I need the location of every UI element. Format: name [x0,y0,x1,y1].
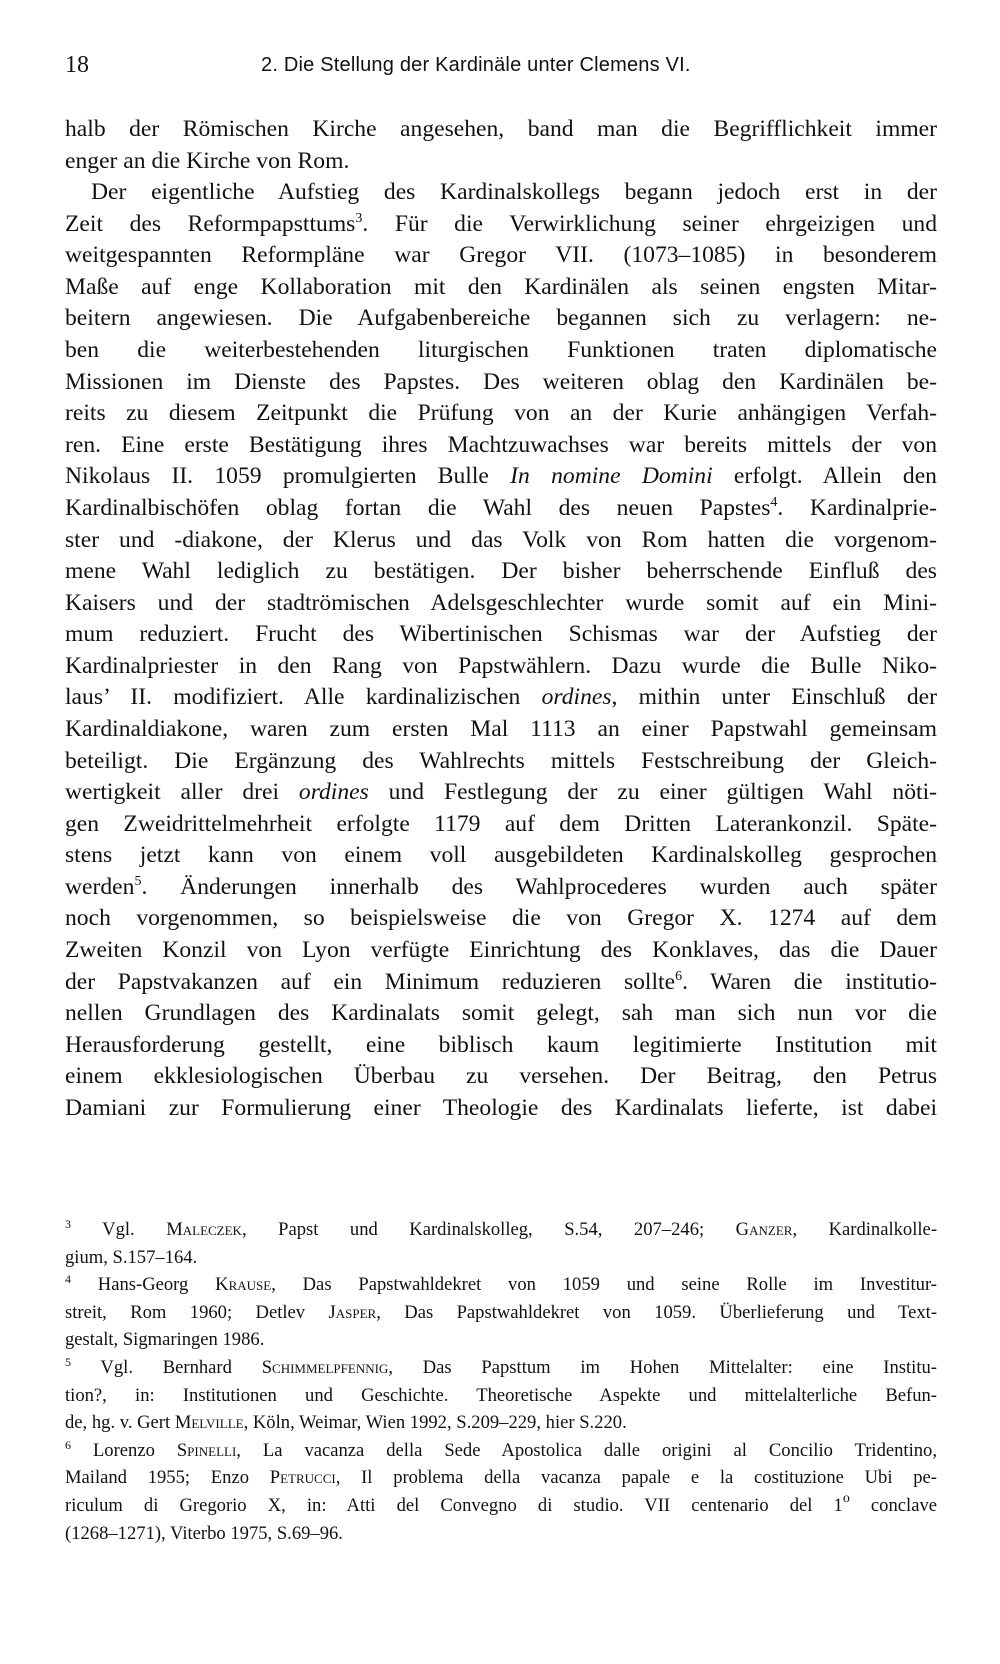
text-line: Missionen im Dienste des Papstes. Des weiteren oblag den Kardinälen be- [65,368,937,395]
text-segment: . Waren die institutio- [682,968,937,995]
footnote-line [65,1437,937,1465]
footnote-text: gestalt, Sigmaringen 1986. [65,1329,265,1351]
footnote-text: , Il problema della vacanza papale e la costituzione Ubi pe- [335,1467,937,1489]
text-line: stens jetzt kann von einem voll ausgebildeten Kardinalskolleg gesprochen [65,842,937,869]
footnote-text: , La vacanza della Sede Apostolica dalle origini al Concilio Tridentino, [236,1439,937,1461]
text-line: ben die weiterbestehenden liturgischen Funktionen traten diplomatische [65,337,937,364]
text-line: Der eigentliche Aufstieg des Kardinalskollegs begann jedoch erst in der [91,179,937,206]
footnote-line [65,1409,937,1437]
footnote-text: , Das Papstwahldekret von 1059 und seine Rolle im Investitur- [271,1274,937,1296]
footnote-text: riculum di Gregorio X, in: Atti del Convegno di studio. VII centenario del 1 [65,1494,843,1516]
author-name: Jasper [328,1301,377,1323]
footnote-line [65,1382,937,1410]
footnote-line [65,1244,937,1272]
text-line: nellen Grundlagen des Kardinalats somit gelegt, sah man sich nun vor die [65,1000,937,1027]
text-line: ster und -diakone, der Klerus und das Volk von Rom hatten die vorgenom- [65,526,937,553]
footnote-reference: 4 [770,494,778,510]
text-line [65,872,937,904]
footnote-text: Mailand 1955; Enzo [65,1467,270,1489]
text-line: Kardinalpriester in den Rang von Papstwählern. Dazu wurde die Bulle Niko- [65,652,937,679]
footnote-reference: 3 [355,210,363,226]
text-segment: und Festlegung der zu einer gültigen Wahl nöti- [368,779,937,806]
italic-term: ordines [541,684,612,711]
footnote-text: , Das Papstwahldekret von 1059. Überlieferung und Text- [376,1301,938,1323]
footnotes [65,1216,937,1547]
author-name: Ganzer [735,1219,793,1240]
footnote-text: conclave [849,1494,938,1516]
text-segment: Zeit des Reformpapsttums [65,210,356,237]
running-header [65,52,935,86]
footnote-line [65,1271,937,1299]
footnote-text: Lorenzo [71,1439,177,1461]
text-line: Zweiten Konzil von Lyon verfügte Einrichtung des Konklaves, das die Dauer [65,937,937,964]
text-segment: Kardinalbischöfen oblag fortan die Wahl des neuen Papstes [65,494,771,521]
author-name: Petrucci [269,1467,336,1489]
footnote-text: Hans-Georg [71,1274,216,1296]
footnote-text: Vgl. [71,1219,167,1240]
footnote-line [65,1216,937,1244]
footnote-reference: 6 [675,968,683,984]
footnote-line [65,1492,937,1520]
text-line: halb der Römischen Kirche angesehen, band man die Begrifflichkeit immer [65,116,937,142]
text-line: mene Wahl lediglich zu bestätigen. Der bisher beherrschende Einfluß des [65,558,937,585]
author-name: Maleczek [166,1219,242,1240]
text-line [65,682,937,714]
footnote-text: streit, Rom 1960; Detlev [65,1301,329,1323]
running-head-title: 2. Die Stellung der Kardinäle unter Clemens VI. [261,54,691,76]
text-line: reits zu diesem Zeitpunkt die Prüfung von an der Kurie anhängigen Verfah- [65,400,937,427]
footnote-text: , Papst und Kardinalskolleg, S.54, 207–246; [241,1219,736,1240]
text-segment: , mithin unter Einschluß der [611,684,937,711]
author-name: Krause [215,1274,272,1296]
text-line [65,493,937,525]
text-segment: . Änderungen innerhalb des Wahlprocederes wurden auch später [141,873,937,900]
text-segment: . Kardinalprie- [777,494,937,521]
footnote-line [65,1299,937,1327]
text-line: enger an die Kirche von Rom. [65,147,350,174]
footnote-number: 4 [65,1272,71,1287]
author-name: Schimmelpfennig [261,1356,389,1378]
footnote-number: 3 [65,1217,71,1231]
text-line: beitern angewiesen. Die Aufgabenbereiche begannen sich zu verlagern: ne- [65,305,937,332]
footnote-line [65,1326,937,1354]
italic-term: ordines [298,779,369,806]
text-line: Herausforderung gestellt, eine biblisch kaum legitimierte Institution mit [65,1031,937,1058]
text-segment: werden [65,873,135,900]
text-line: weitgespannten Reformpläne war Gregor VII. (1073–1085) in besonderem [65,242,937,269]
footnote-reference: 5 [134,873,142,889]
text-line [65,209,937,241]
footnote-text: , Das Papsttum im Hohen Mittelalter: eine Institu- [388,1356,937,1378]
text-line: einem ekklesiologischen Überbau zu versehen. Der Beitrag, den Petrus [65,1063,937,1090]
footnote-text: , Köln, Weimar, Wien 1992, S.209–229, hier S.220. [243,1412,627,1434]
text-line: Damiani zur Formulierung einer Theologie des Kardinalats lieferte, ist dabei [65,1094,937,1121]
text-line: mum reduziert. Frucht des Wibertinischen Schismas war der Aufstieg der [65,621,937,648]
footnote-number: 6 [65,1437,71,1452]
footnote-text: Vgl. Bernhard [71,1356,262,1378]
text-segment: erfolgt. Allein den [712,463,937,490]
footnote-line [65,1354,937,1382]
footnote-line [65,1520,937,1548]
text-line: Kaisers und der stadtrömischen Adelsgeschlechter wurde somit auf ein Mini- [65,589,937,616]
footnote-text: tion?, in: Institutionen und Geschichte. Theoretische Aspekte und mittelalterliche Befun- [65,1384,937,1406]
footnote-number: 5 [65,1354,71,1369]
text-line: ren. Eine erste Bestätigung ihres Machtzuwachses war bereits mittels der von [65,431,937,458]
author-name: Melville [174,1412,244,1434]
page-number: 18 [65,52,89,78]
text-line: Kardinaldiakone, waren zum ersten Mal 1113 an einer Papstwahl gemeinsam [65,715,937,742]
italic-term: In nomine Domini [510,463,713,490]
text-line: beteiligt. Die Ergänzung des Wahlrechts mittels Festschreibung der Gleich- [65,747,937,774]
footnote-line [65,1464,937,1492]
text-line: noch vorgenommen, so beispielsweise die von Gregor X. 1274 auf dem [65,905,937,932]
text-line [65,777,937,809]
text-segment: laus’ II. modifiziert. Alle kardinalizischen [65,684,542,711]
footnote-text: de, hg. v. Gert [65,1412,175,1434]
main-text [65,114,937,1125]
text-segment: . Für die Verwirklichung seiner ehrgeizigen und [362,210,937,237]
text-line: Maße auf enge Kollaboration mit den Kardinälen als seinen engsten Mitar- [65,273,937,300]
footnote-text: gium, S.157–164. [65,1246,198,1268]
footnote-text: , Kardinalkolle- [792,1219,938,1240]
superscript: o [842,1490,850,1506]
text-segment: Nikolaus II. 1059 promulgierten Bulle [65,463,511,490]
text-line: gen Zweidrittelmehrheit erfolgte 1179 auf dem Dritten Laterankonzil. Späte- [65,810,937,837]
text-line [65,967,937,999]
author-name: Spinelli [176,1439,237,1461]
text-segment: der Papstvakanzen auf ein Minimum reduzieren sollte [65,968,676,995]
text-segment: wertigkeit aller drei [65,779,299,806]
footnote-text: (1268–1271), Viterbo 1975, S.69–96. [65,1522,343,1544]
text-line [65,461,937,493]
